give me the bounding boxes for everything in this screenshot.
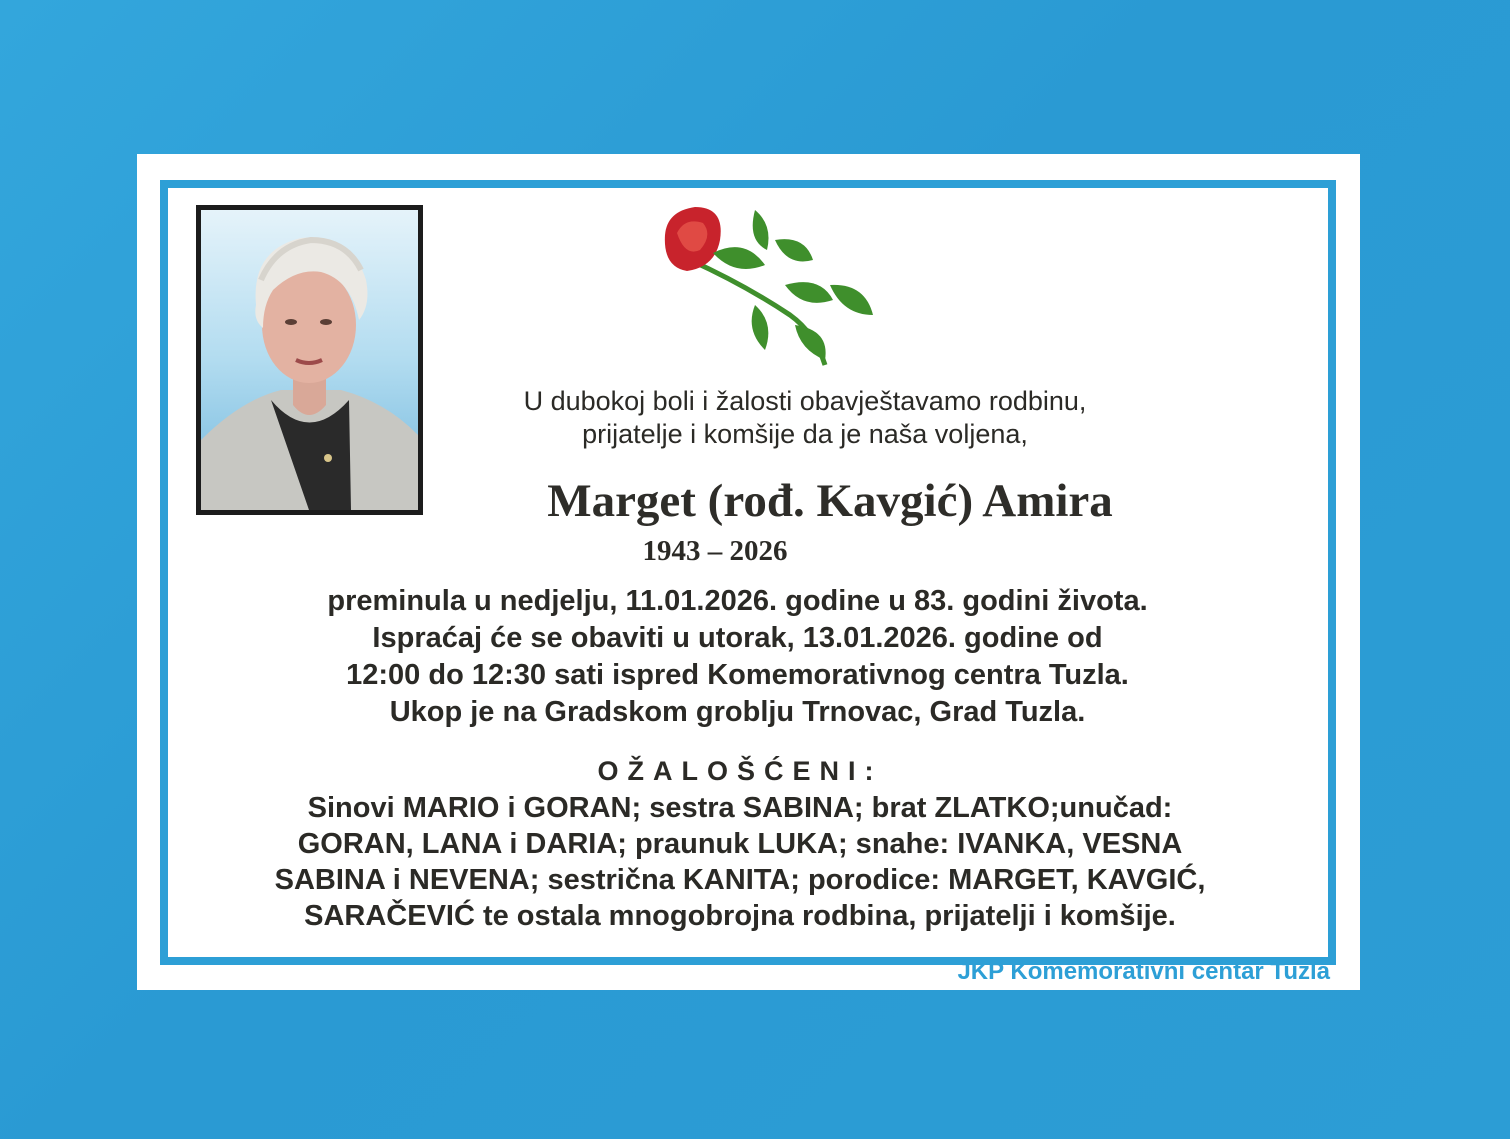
- details-line-3: 12:00 do 12:30 sati ispred Komemorativnog centra Tuzla.: [346, 659, 1129, 691]
- details-line-2: Ispraćaj će se obaviti u utorak, 13.01.2026. godine od: [372, 622, 1103, 654]
- portrait-photo: [196, 205, 423, 515]
- deceased-name: Marget (rođ. Kavgić) Amira: [547, 475, 1113, 527]
- details-line-1: preminula u nedjelju, 11.01.2026. godine u 83. godini života.: [327, 585, 1148, 617]
- intro-line-1: U dubokoj boli i žalosti obavještavamo rodbinu,: [523, 386, 1087, 416]
- mourners-line-2: GORAN, LANA i DARIA; praunuk LUKA; snahe: IVANKA, VESNA: [297, 828, 1183, 860]
- organization-signature: JKP Komemorativni centar Tuzla: [957, 958, 1330, 985]
- mourners-title: OŽALOŠĆENI:: [597, 756, 883, 786]
- mourners-line-1: Sinovi MARIO i GORAN; sestra SABINA; brat ZLATKO;unučad:: [307, 792, 1173, 824]
- portrait-photo-icon: [201, 210, 418, 510]
- mourners-line-3: SABINA i NEVENA; sestrična KANITA; porodice: MARGET, KAVGIĆ,: [274, 864, 1206, 896]
- funeral-details: [205, 583, 1270, 731]
- intro-line-2: prijatelje i komšije da je naša voljena,: [582, 419, 1028, 449]
- intro-text: [460, 385, 1150, 451]
- mourners-list: [200, 790, 1280, 934]
- life-years: 1943 – 2026: [642, 535, 788, 567]
- mourners-line-4: SARAČEVIĆ te ostala mnogobrojna rodbina, prijatelji i komšije.: [304, 900, 1176, 932]
- red-rose-icon: [655, 205, 875, 375]
- details-line-4: Ukop je na Gradskom groblju Trnovac, Grad Tuzla.: [389, 696, 1086, 728]
